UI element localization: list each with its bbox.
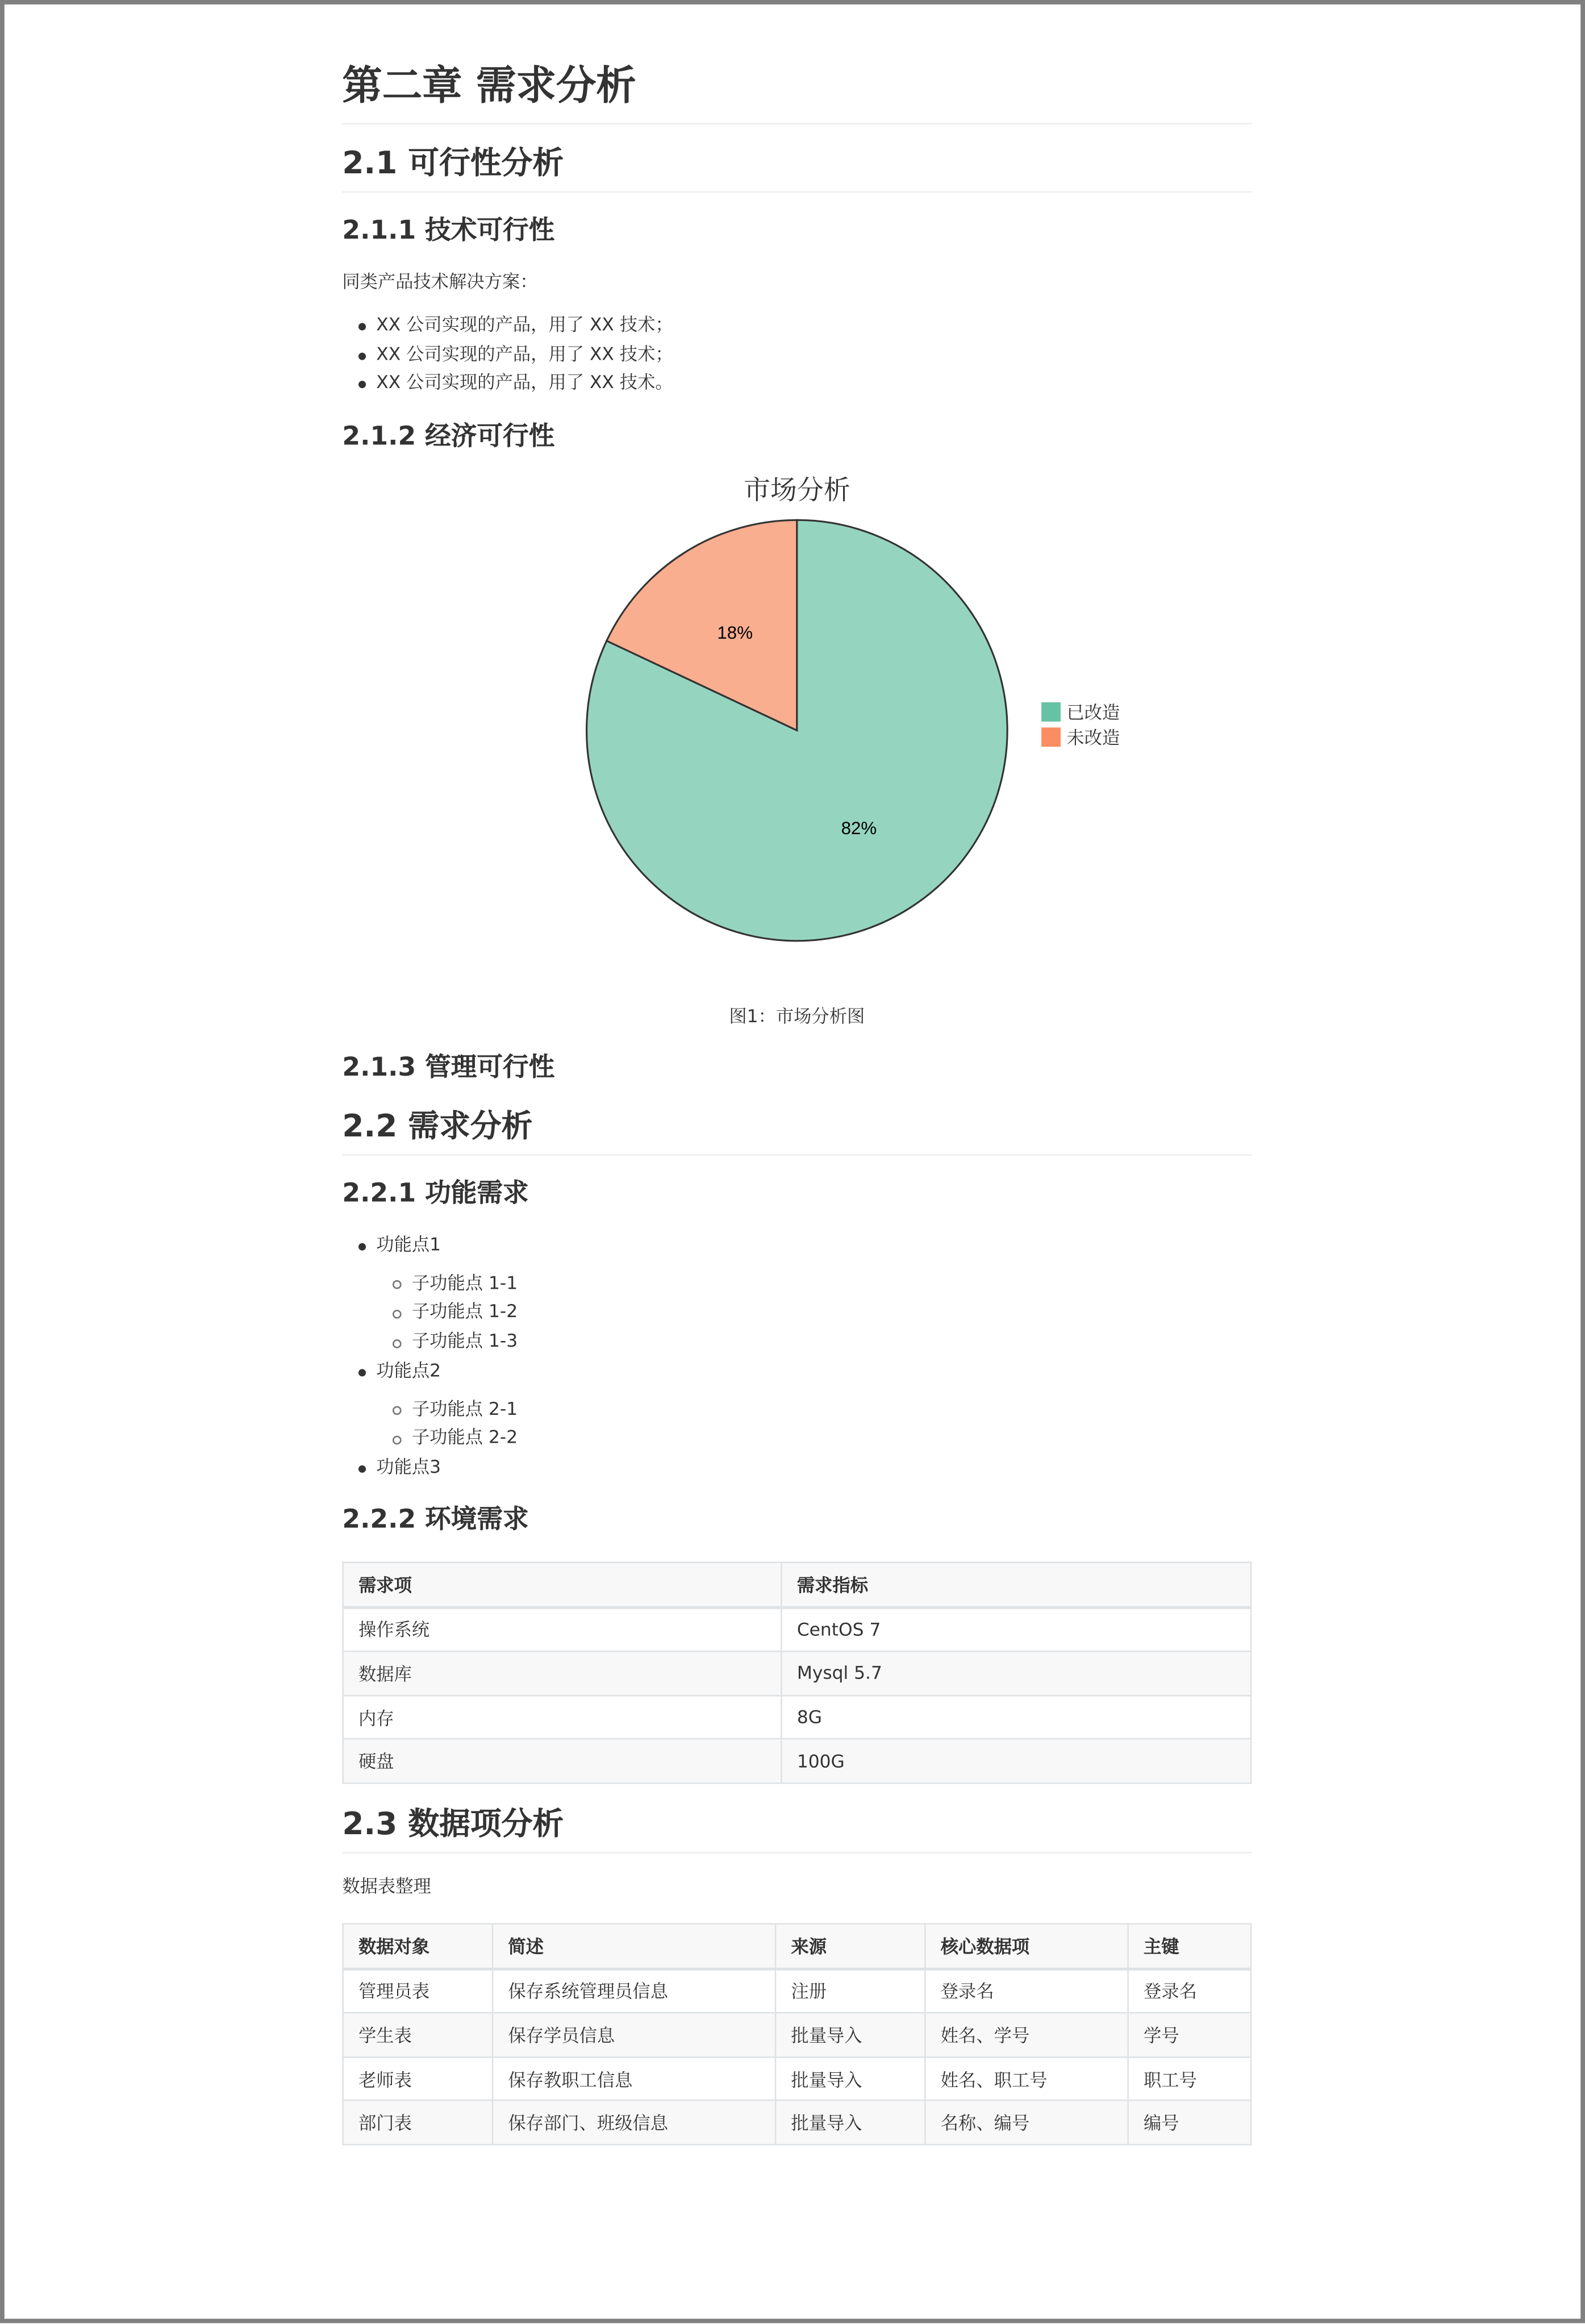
table-cell: 保存系统管理员信息 (493, 1968, 775, 2013)
section-heading-2-2-2: 2.2.2 环境需求 (342, 1505, 529, 1535)
legend-label: 未改造 (1066, 727, 1120, 748)
table-cell: 名称、编号 (925, 2101, 1128, 2144)
list-item: XX 公司实现的产品，用了 XX 技术； (342, 340, 673, 369)
table-row (343, 2101, 1251, 2144)
table-cell: 学生表 (343, 2013, 493, 2057)
sub-list-item: 子功能点 1-2 (342, 1298, 518, 1327)
table-cell: 管理员表 (343, 1968, 493, 2013)
section-heading-2-1-2: 2.1.2 经济可行性 (342, 422, 555, 452)
table-cell: 8G (781, 1696, 1251, 1739)
chapter-title: 第二章 需求分析 (342, 64, 636, 110)
table-row (343, 1739, 1251, 1783)
pie-data-label: 82% (841, 818, 877, 838)
column-header: 来源 (775, 1924, 925, 1968)
legend-item (1041, 726, 1120, 751)
table-row (343, 2057, 1251, 2101)
list-item: XX 公司实现的产品，用了 XX 技术； (342, 311, 673, 340)
table-cell: 登录名 (925, 1968, 1128, 2013)
table-cell: 数据库 (343, 1652, 782, 1696)
table-cell: 100G (781, 1739, 1251, 1783)
pie-chart (568, 501, 1027, 960)
section-heading-2-1-3: 2.1.3 管理可行性 (342, 1053, 555, 1084)
legend-item (1041, 701, 1120, 726)
list-item: XX 公司实现的产品，用了 XX 技术。 (342, 369, 673, 398)
column-header: 需求指标 (781, 1563, 1251, 1607)
section-heading-2-2-1: 2.2.1 功能需求 (342, 1179, 529, 1209)
section-heading-2-2: 2.2 需求分析 (342, 1108, 533, 1144)
figure-caption: 图1：市场分析图 (729, 1006, 865, 1027)
table-cell: CentOS 7 (781, 1607, 1251, 1651)
divider (342, 123, 1252, 124)
sub-list-item: 子功能点 2-1 (342, 1395, 518, 1424)
column-header: 需求项 (343, 1563, 782, 1607)
sub-list-item: 子功能点 2-2 (342, 1424, 518, 1453)
table-cell: 操作系统 (343, 1607, 782, 1651)
table-row (343, 1607, 1251, 1651)
environment-table (342, 1561, 1252, 1784)
pie-data-label: 18% (717, 622, 753, 643)
list-item: 功能点3 (342, 1453, 518, 1482)
column-header: 简述 (493, 1924, 775, 1968)
table-row (343, 1696, 1251, 1739)
table-row (343, 2013, 1251, 2057)
chart-legend (1041, 701, 1120, 751)
list-item: 功能点1 (342, 1231, 518, 1260)
table-cell: 老师表 (343, 2057, 493, 2101)
legend-swatch (1041, 702, 1061, 722)
table-cell: 姓名、学号 (925, 2013, 1128, 2057)
table-cell: 保存教职工信息 (493, 2057, 775, 2101)
table-cell: 硬盘 (343, 1739, 782, 1783)
feature-list (342, 1231, 518, 1482)
table-cell: 批量导入 (775, 2013, 925, 2057)
table-cell: 学号 (1128, 2013, 1251, 2057)
section-heading-2-1-1: 2.1.1 技术可行性 (342, 216, 555, 246)
table-row (343, 1652, 1251, 1696)
table-cell: Mysql 5.7 (781, 1652, 1251, 1696)
divider (342, 1852, 1252, 1854)
chart-title: 市场分析 (743, 476, 850, 507)
table-cell: 内存 (343, 1696, 782, 1739)
table-cell: 登录名 (1128, 1968, 1251, 2013)
table-cell: 批量导入 (775, 2057, 925, 2101)
table-cell: 保存部门、班级信息 (493, 2101, 775, 2144)
table-cell: 部门表 (343, 2101, 493, 2144)
table-cell: 注册 (775, 1968, 925, 2013)
legend-label: 已改造 (1066, 702, 1120, 723)
table-cell: 职工号 (1128, 2057, 1251, 2101)
list-item: 功能点2 (342, 1357, 518, 1386)
divider (342, 191, 1252, 193)
paragraph: 数据表整理 (342, 1876, 431, 1897)
column-header: 核心数据项 (925, 1924, 1128, 1968)
solution-list (342, 311, 673, 399)
table-cell: 姓名、职工号 (925, 2057, 1128, 2101)
table-row (343, 1968, 1251, 2013)
paragraph: 同类产品技术解决方案： (342, 271, 538, 292)
legend-swatch (1041, 727, 1061, 747)
section-heading-2-3: 2.3 数据项分析 (342, 1806, 564, 1842)
column-header: 主键 (1128, 1924, 1251, 1968)
table-cell: 批量导入 (775, 2101, 925, 2144)
sub-list-item: 子功能点 1-1 (342, 1269, 518, 1298)
column-header: 数据对象 (343, 1924, 493, 1968)
table-cell: 编号 (1128, 2101, 1251, 2144)
section-heading-2-1: 2.1 可行性分析 (342, 145, 564, 181)
divider (342, 1154, 1252, 1156)
table-cell: 保存学员信息 (493, 2013, 775, 2057)
sub-list-item: 子功能点 1-3 (342, 1328, 518, 1357)
data-items-table (342, 1923, 1252, 2146)
